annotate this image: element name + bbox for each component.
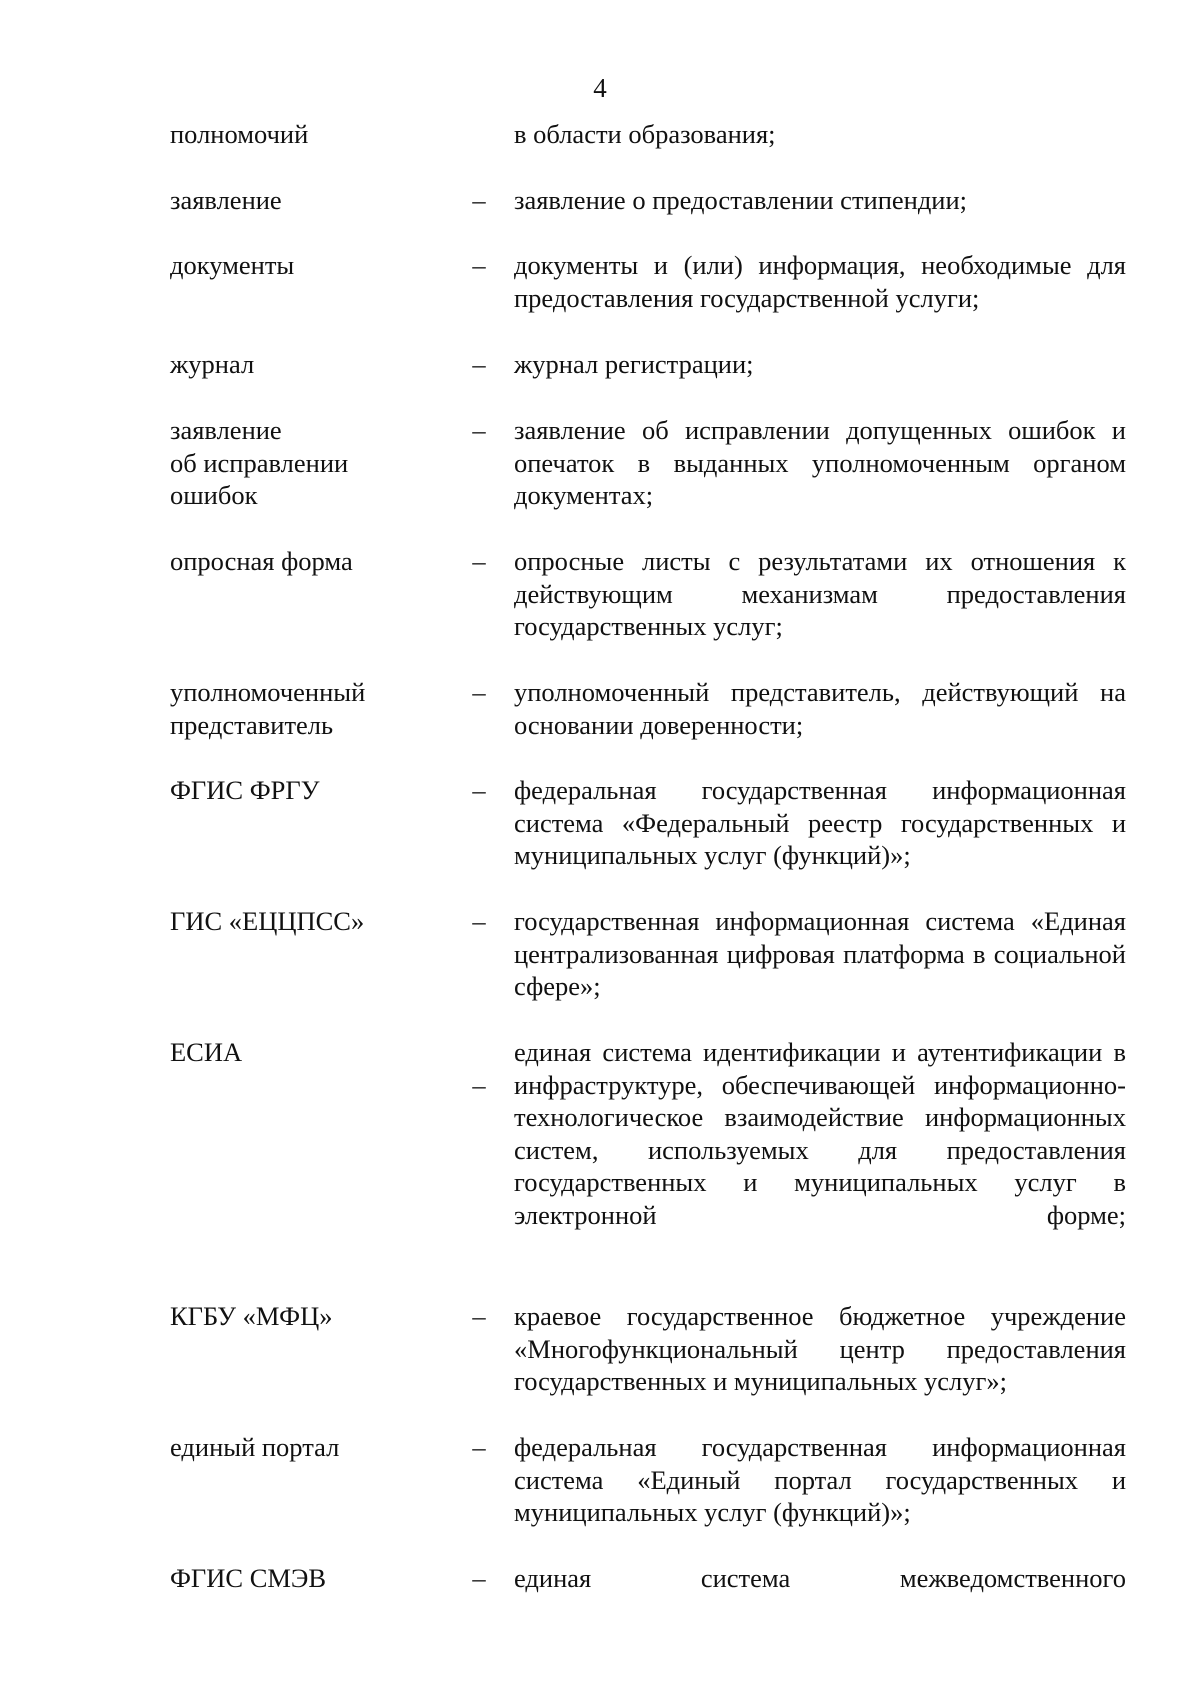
entry-term: ГИС «ЕЦЦПСС» bbox=[170, 906, 365, 936]
entry-dash: – bbox=[472, 906, 486, 936]
entry-definition: опросные листы с результатами их отношения к действующим механизмам предоставления государственных услуг; bbox=[514, 546, 1126, 641]
entry-dash: – bbox=[472, 250, 486, 280]
entry-dash: – bbox=[472, 546, 486, 576]
entry-term: полномочий bbox=[170, 119, 309, 149]
entry-term: единый портал bbox=[170, 1432, 340, 1462]
entry-term: ЕСИА bbox=[170, 1037, 243, 1067]
entry-dash: – bbox=[472, 775, 486, 805]
entry-dash: – bbox=[472, 349, 486, 379]
entry-definition: документы и (или) информация, необходимые для предоставления государственной услуги; bbox=[514, 250, 1126, 313]
entry-dash: – bbox=[472, 677, 486, 707]
entry-definition: федеральная государственная информационная система «Единый портал государственных и муниципальных услуг (функций)»; bbox=[514, 1432, 1126, 1527]
entry-definition: краевое государственное бюджетное учреждение «Многофункциональный центр предоставления государственных и муниципальных услуг»; bbox=[514, 1301, 1126, 1396]
entry-dash: – bbox=[472, 1563, 486, 1593]
entry-definition: журнал регистрации; bbox=[514, 349, 754, 379]
entry-definition: единая система межведомственного bbox=[514, 1563, 1126, 1593]
entry-dash: – bbox=[472, 1070, 486, 1100]
entry-term: ФГИС ФРГУ bbox=[170, 775, 320, 805]
entry-dash: – bbox=[472, 415, 486, 445]
entry-term: журнал bbox=[170, 349, 255, 379]
entry-definition: уполномоченный представитель, действующий на основании доверенности; bbox=[514, 677, 1126, 740]
entry-term: КГБУ «МФЦ» bbox=[170, 1301, 333, 1331]
entry-dash: – bbox=[472, 1301, 486, 1331]
page-number: 4 bbox=[593, 73, 607, 103]
entry-term: документы bbox=[170, 250, 295, 280]
entry-definition: единая система идентификации и аутентификации в инфраструктуре, обеспечивающей информационно-технологическое взаимодействие информационных систем, используемых для предоставления государственных и муниципальных услуг в электронной форме; bbox=[514, 1037, 1126, 1230]
entry-dash: – bbox=[472, 1432, 486, 1462]
entry-term: заявление об исправлении ошибок bbox=[170, 415, 349, 510]
entry-dash: – bbox=[472, 185, 486, 215]
entry-definition: заявление о предоставлении стипендии; bbox=[514, 185, 968, 215]
entry-definition: в области образования; bbox=[514, 119, 776, 149]
entry-term: опросная форма bbox=[170, 546, 353, 576]
entry-definition: заявление об исправлении допущенных ошибок и опечаток в выданных уполномоченным органом документах; bbox=[514, 415, 1126, 510]
entry-term: заявление bbox=[170, 185, 282, 215]
entry-term: уполномоченный представитель bbox=[170, 677, 366, 740]
entry-term: ФГИС СМЭВ bbox=[170, 1563, 327, 1593]
entry-definition: государственная информационная система «Единая централизованная цифровая платформа в социальной сфере»; bbox=[514, 906, 1126, 1001]
entry-definition: федеральная государственная информационная система «Федеральный реестр государственных и муниципальных услуг (функций)»; bbox=[514, 775, 1126, 870]
